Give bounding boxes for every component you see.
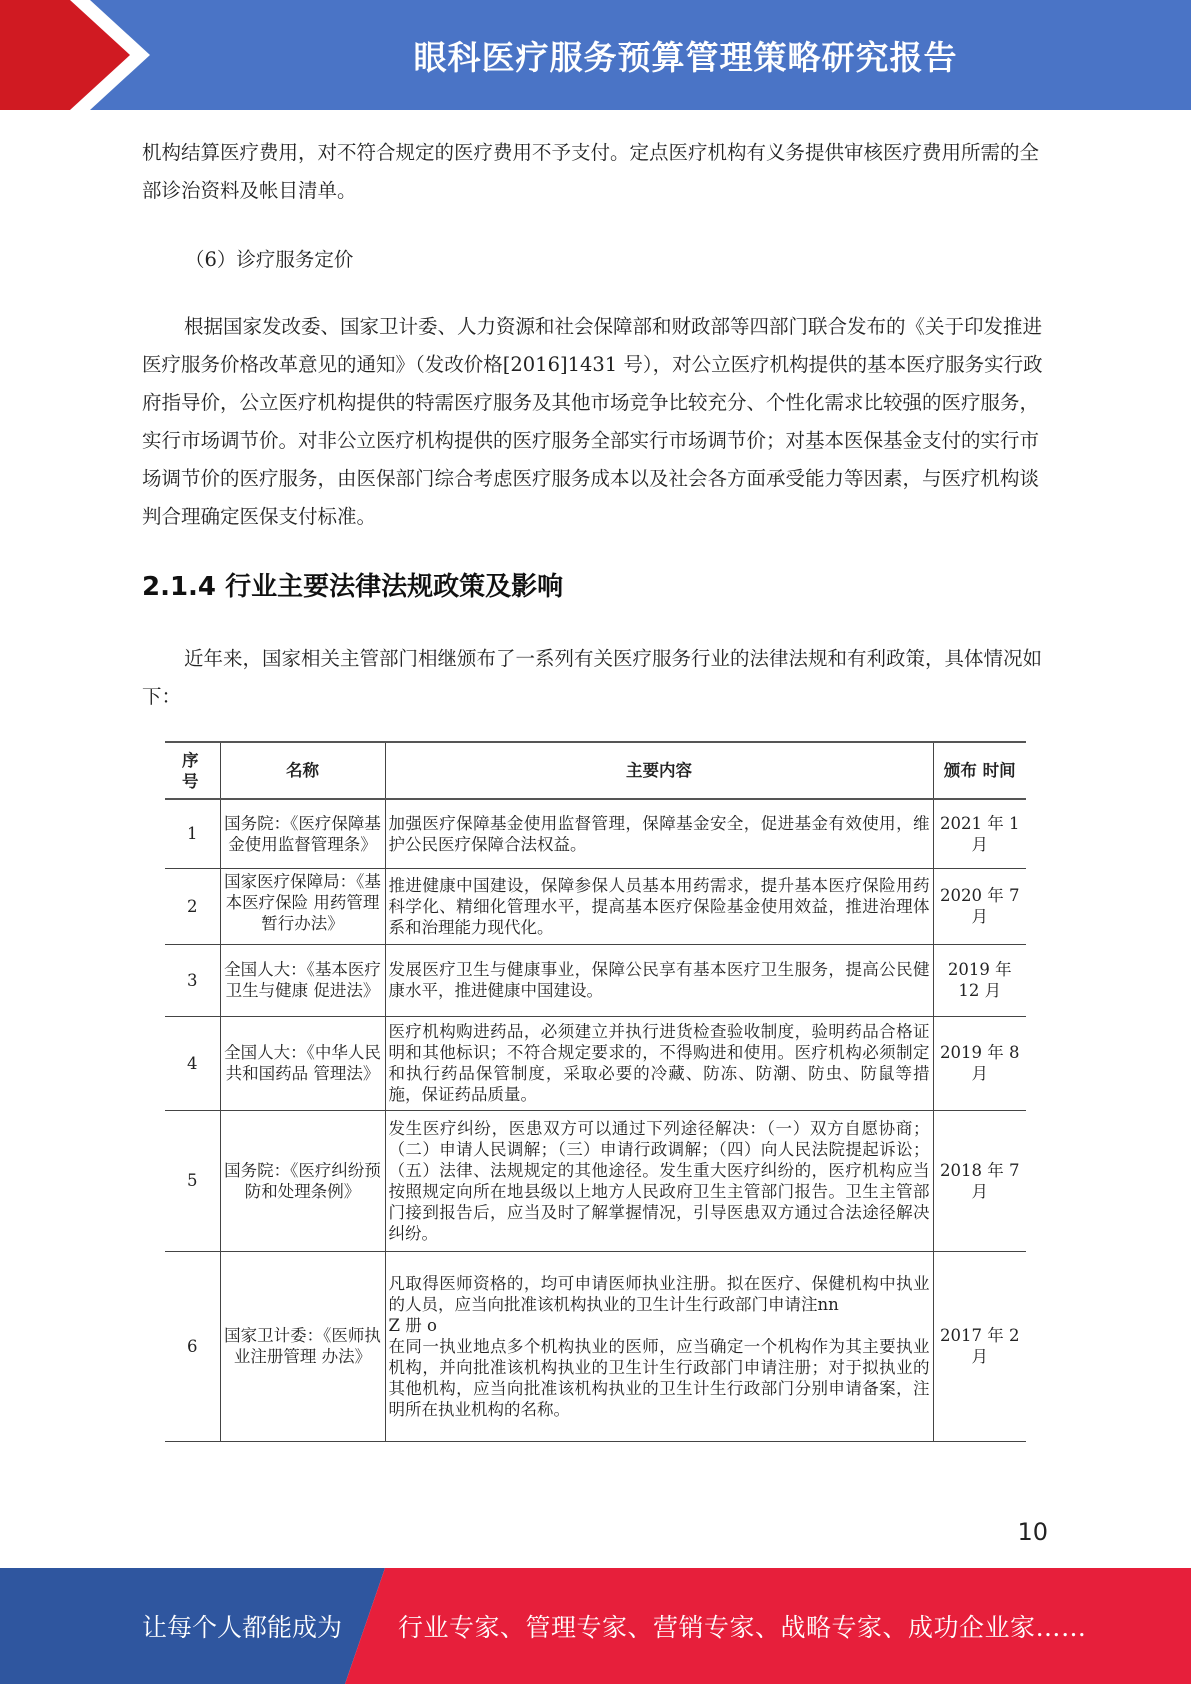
row-no: 2 [165,868,220,944]
table-row [165,868,1026,944]
page-header [0,0,1191,110]
row-content: 推进健康中国建设，保障参保人员基本用药需求，提升基本医疗保险用药科学化、精细化管理水平，提高基本医疗保险基金使用效益，推进治理体系和治理能力现代化。 [385,868,933,944]
header-name: 名称 [220,742,385,799]
row-no: 1 [165,799,220,868]
row-content-part: Z 册 o [388,1315,437,1335]
table-row [165,799,1026,868]
table-row [165,944,1026,1016]
row-name: 全国人大：《中华人民共和国药品 管理法》 [220,1016,385,1110]
row-name: 全国人大：《基本医疗卫生与健康 促进法》 [220,944,385,1016]
row-no: 3 [165,944,220,1016]
row-date: 2021 年 1月 [933,799,1026,868]
row-content: 发展医疗卫生与健康事业，保障公民享有基本医疗卫生服务，提高公民健康水平，推进健康中国建设。 [385,944,933,1016]
row-no: 5 [165,1110,220,1251]
row-date: 2017 年 2月 [933,1251,1026,1441]
row-date: 2019 年 8 月 [933,1016,1026,1110]
paragraph-settlement: 机构结算医疗费用，对不符合规定的医疗费用不予支付。定点医疗机构有义务提供审核医疗费用所需的全部诊治资料及帐目清单。 [142,141,1040,202]
header-content: 主要内容 [385,742,933,799]
row-content: 医疗机构购进药品，必须建立并执行进货检查验收制度，验明药品合格证明和其他标识；不符合规定要求的，不得购进和使用。医疗机构必须制定和执行药品保管制度，采取必要的冷藏、防冻、防潮、防虫、防鼠等措施，保证药品质量。 [385,1016,933,1110]
paragraph-pricing: 根据国家发改委、国家卫计委、人力资源和社会保障部和财政部等四部门联合发布的《关于印发推进医疗服务价格改革意见的通知》（发改价格[2016]1431 号），对公立医疗机构提供的基本医疗服务实行政府指导价，公立医疗机构提供的特需医疗服务及其他市场竞争比较充分、个性化需求比较强的医疗服务，实行市场调节价。对非公立医疗机构提供的医疗服务全部实行市场调节价；对基本医保基金支付的实行市场调节价的医疗服务，由医保部门综合考虑医疗服务成本以及社会各方面承受能力等因素，与医疗机构谈判合理确定医保支付标准。 [142,315,1043,528]
subheading-pricing: （6）诊疗服务定价 [185,248,354,271]
header-no: 序 号 [165,742,220,799]
row-content: 发生医疗纠纷，医患双方可以通过下列途径解决：（一）双方自愿协商；（二）申请人民调解；（三）申请行政调解；（四）向人民法院提起诉讼；（五）法律、法规规定的其他途径。发生重大医疗纠纷的，医疗机构应当按照规定向所在地县级以上地方人民政府卫生主管部门报告。卫生主管部门接到报告后，应当及时了解掌握情况，引导医患双方通过合法途径解决纠纷。 [385,1110,933,1251]
row-no: 4 [165,1016,220,1110]
row-name: 国务院：《医疗纠纷预防和处理条例》 [220,1110,385,1251]
table-row [165,1110,1026,1251]
policy-table [165,741,1026,1442]
table-row [165,1251,1026,1441]
row-content-part: 在同一执业地点多个机构执业的医师，应当确定一个机构作为其主要执业机构，并向批准该机构执业的卫生计生行政部门申请注册；对于拟执业的其他机构，应当向批准该机构执业的卫生计生行政部门分别申请备案，注明所在执业机构的名称。 [388,1336,930,1419]
report-title: 眼科医疗服务预算管理策略研究报告 [413,37,958,77]
paragraph-intro: 近年来，国家相关主管部门相继颁布了一系列有关医疗服务行业的法律法规和有利政策，具体情况如下： [142,647,1043,708]
row-name: 国家卫计委：《医师执业注册管理 办法》 [220,1251,385,1441]
row-date: 2019 年 12 月 [933,944,1026,1016]
row-date: 2020 年 7月 [933,868,1026,944]
table-header-row [165,742,1026,799]
table-row [165,1016,1026,1110]
footer-slogan-left: 让每个人都能成为 [142,1613,343,1642]
header-date: 颁布 时间 [933,742,1026,799]
row-date: 2018 年 7月 [933,1110,1026,1251]
section-heading: 2.1.4 行业主要法律法规政策及影响 [142,572,564,602]
row-no: 6 [165,1251,220,1441]
footer-slogan-right: 行业专家、管理专家、营销专家、战略专家、成功企业家…… [398,1613,1087,1642]
row-name: 国家医疗保障局：《基本医疗保险 用药管理暂行办法》 [220,868,385,944]
row-content [385,1251,933,1441]
page-footer [0,1568,1191,1684]
row-content: 加强医疗保障基金使用监督管理，保障基金安全，促进基金有效使用，维护公民医疗保障合法权益。 [385,799,933,868]
row-content-part: 凡取得医师资格的，均可申请医师执业注册。拟在医疗、保健机构中执业的人员，应当向批准该机构执业的卫生计生行政部门申请注nn [388,1273,930,1314]
page-number: 10 [1017,1518,1048,1546]
row-name: 国务院：《医疗保障基金使用监督管理条》 [220,799,385,868]
